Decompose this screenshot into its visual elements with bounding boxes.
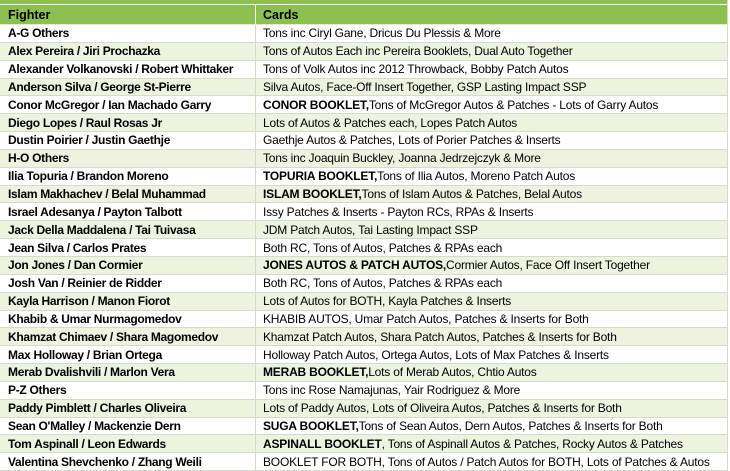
cards-cell[interactable] bbox=[256, 203, 727, 220]
cards-bold-text: SUGA BOOKLET, bbox=[263, 418, 359, 433]
table-row bbox=[0, 168, 727, 186]
cards-cell[interactable] bbox=[256, 382, 727, 399]
cards-text: Tons of Autos Each inc Pereira Booklets, Dual Auto Together bbox=[263, 44, 573, 59]
cards-text: , Tons of Aspinall Autos & Patches, Rocky Autos & Patches bbox=[381, 436, 683, 451]
cards-cell[interactable] bbox=[256, 257, 727, 274]
cards-cell[interactable] bbox=[256, 453, 727, 470]
fighter-cell[interactable]: Jean Silva / Carlos Prates bbox=[0, 239, 256, 256]
cards-text: Gaethje Autos & Patches, Lots of Porier Patches & Inserts bbox=[263, 133, 561, 148]
table-row bbox=[0, 25, 727, 43]
cards-cell[interactable] bbox=[256, 96, 727, 113]
table-row bbox=[0, 418, 727, 436]
fighter-cell[interactable]: Jon Jones / Dan Cormier bbox=[0, 257, 256, 274]
table-row bbox=[0, 203, 727, 221]
table-row bbox=[0, 257, 727, 275]
table-row bbox=[0, 132, 727, 150]
cards-cell[interactable] bbox=[256, 418, 727, 435]
fighter-cell[interactable]: Tom Aspinall / Leon Edwards bbox=[0, 435, 256, 452]
fighter-cell[interactable]: Islam Makhachev / Belal Muhammad bbox=[0, 186, 256, 203]
cards-cell[interactable] bbox=[256, 293, 727, 310]
cards-cell[interactable] bbox=[256, 132, 727, 149]
table-row bbox=[0, 346, 727, 364]
cards-text: Issy Patches & Inserts - Payton RCs, RPAs & Inserts bbox=[263, 204, 534, 219]
table-row bbox=[0, 239, 727, 257]
cards-cell[interactable] bbox=[256, 400, 727, 417]
cards-text: Tons of Islam Autos & Patches, Belal Autos bbox=[361, 187, 582, 202]
cards-cell[interactable] bbox=[256, 435, 727, 452]
cards-text: Tons of Ilia Autos, Moreno Patch Autos bbox=[377, 169, 575, 184]
table-row bbox=[0, 96, 727, 114]
fighter-cell[interactable]: Anderson Silva / George St-Pierre bbox=[0, 79, 256, 96]
fighter-cell[interactable]: Khabib & Umar Nurmagomedov bbox=[0, 311, 256, 328]
fighter-cell[interactable]: P-Z Others bbox=[0, 382, 256, 399]
fighter-cell[interactable]: Conor McGregor / Ian Machado Garry bbox=[0, 96, 256, 113]
cards-cell[interactable] bbox=[256, 25, 727, 42]
fighter-cell[interactable]: Kayla Harrison / Manon Fiorot bbox=[0, 293, 256, 310]
fighter-cell[interactable]: Paddy Pimblett / Charles Oliveira bbox=[0, 400, 256, 417]
column-header-fighter[interactable]: Fighter bbox=[0, 5, 256, 24]
column-header-cards[interactable]: Cards bbox=[263, 7, 299, 22]
fighter-cell[interactable]: Merab Dvalishvili / Marlon Vera bbox=[0, 364, 256, 381]
fighter-cell[interactable]: H-O Others bbox=[0, 150, 256, 167]
cards-text: Lots of Autos for BOTH, Kayla Patches & Inserts bbox=[263, 294, 512, 309]
fighter-cell[interactable]: Max Holloway / Brian Ortega bbox=[0, 346, 256, 363]
cards-text: Khamzat Patch Autos, Shara Patch Autos, Patches & Inserts for Both bbox=[263, 329, 617, 344]
cards-bold-text: TOPURIA BOOKLET, bbox=[263, 169, 378, 184]
cards-text: Silva Autos, Face-Off Insert Together, GSP Lasting Impact SSP bbox=[263, 79, 587, 94]
cards-cell[interactable] bbox=[256, 311, 727, 328]
table-row bbox=[0, 328, 727, 346]
cards-cell[interactable] bbox=[256, 239, 727, 256]
cards-cell[interactable] bbox=[256, 221, 727, 238]
cards-text: Tons inc Joaquin Buckley, Joanna Jedrzejczyk & More bbox=[263, 151, 541, 166]
table-row bbox=[0, 311, 727, 329]
table-row bbox=[0, 364, 727, 382]
fighter-cell[interactable]: Alex Pereira / Jiri Prochazka bbox=[0, 43, 256, 60]
fighter-cell[interactable]: Sean O'Malley / Mackenzie Dern bbox=[0, 418, 256, 435]
table-row bbox=[0, 453, 727, 471]
cards-bold-text: ISLAM BOOKLET, bbox=[263, 187, 362, 202]
cards-cell[interactable] bbox=[256, 328, 727, 345]
fighter-cell[interactable]: Dustin Poirier / Justin Gaethje bbox=[0, 132, 256, 149]
cards-text: Lots of Paddy Autos, Lots of Oliveira Autos, Patches & Inserts for Both bbox=[263, 401, 622, 416]
cards-text: Both RC, Tons of Autos, Patches & RPAs each bbox=[263, 240, 503, 255]
table-row bbox=[0, 293, 727, 311]
table-row bbox=[0, 382, 727, 400]
fighter-cell[interactable]: Josh Van / Reinier de Ridder bbox=[0, 275, 256, 292]
table-body bbox=[0, 25, 727, 471]
cards-text: Tons inc Ciryl Gane, Dricus Du Plessis & More bbox=[263, 26, 501, 41]
table-row bbox=[0, 150, 727, 168]
table-header-row bbox=[0, 5, 727, 25]
fighter-cell[interactable]: A-G Others bbox=[0, 25, 256, 42]
cards-text: Tons inc Rose Namajunas, Yair Rodriguez & More bbox=[263, 383, 521, 398]
cards-cell[interactable] bbox=[256, 150, 727, 167]
cards-text: KHABIB AUTOS, Umar Patch Autos, Patches & Inserts for Both bbox=[263, 311, 589, 326]
cards-cell[interactable] bbox=[256, 43, 727, 60]
fighter-cell[interactable]: Jack Della Maddalena / Tai Tuivasa bbox=[0, 221, 256, 238]
table-row bbox=[0, 79, 727, 97]
cards-text: Tons of Volk Autos inc 2012 Throwback, Bobby Patch Autos bbox=[263, 62, 569, 77]
fighter-cell[interactable]: Khamzat Chimaev / Shara Magomedov bbox=[0, 328, 256, 345]
fighter-cell[interactable]: Ilia Topuria / Brandon Moreno bbox=[0, 168, 256, 185]
cards-bold-text: ASPINALL BOOKLET bbox=[263, 436, 382, 451]
cards-text: Lots of Merab Autos, Chtio Autos bbox=[368, 365, 537, 380]
fighter-cell[interactable]: Israel Adesanya / Payton Talbott bbox=[0, 203, 256, 220]
cards-cell[interactable] bbox=[256, 186, 727, 203]
cards-text: Cormier Autos, Face Off Insert Together bbox=[446, 258, 650, 273]
cards-text: Holloway Patch Autos, Ortega Autos, Lots of Max Patches & Inserts bbox=[263, 347, 609, 362]
fighter-cell[interactable]: Diego Lopes / Raul Rosas Jr bbox=[0, 114, 256, 131]
cards-bold-text: MERAB BOOKLET, bbox=[263, 365, 369, 380]
table-row bbox=[0, 435, 727, 453]
table-row bbox=[0, 43, 727, 61]
table-row bbox=[0, 186, 727, 204]
cards-bold-text: JONES AUTOS & PATCH AUTOS, bbox=[263, 258, 447, 273]
cards-cell[interactable] bbox=[256, 364, 727, 381]
table-row bbox=[0, 114, 727, 132]
cards-cell[interactable] bbox=[256, 168, 727, 185]
cards-cell[interactable] bbox=[256, 114, 727, 131]
cards-text: Tons of Sean Autos, Dern Autos, Patches & Inserts for Both bbox=[358, 418, 663, 433]
table-row bbox=[0, 275, 727, 293]
cards-cell[interactable] bbox=[256, 346, 727, 363]
cards-cell[interactable] bbox=[256, 275, 727, 292]
fighter-cell[interactable]: Alexander Volkanovski / Robert Whittaker bbox=[0, 61, 256, 78]
table-row bbox=[0, 400, 727, 418]
cards-text: Both RC, Tons of Autos, Patches & RPAs each bbox=[263, 276, 503, 291]
cards-cell[interactable] bbox=[256, 79, 727, 96]
fighter-cell[interactable]: Valentina Shevchenko / Zhang Weili bbox=[0, 453, 256, 470]
cards-cell[interactable] bbox=[256, 61, 727, 78]
cards-bold-text: CONOR BOOKLET, bbox=[263, 97, 369, 112]
table-row bbox=[0, 61, 727, 79]
cards-text: Tons of McGregor Autos & Patches - Lots of Garry Autos bbox=[368, 97, 659, 112]
table-row bbox=[0, 221, 727, 239]
cards-text: BOOKLET FOR BOTH, Tons of Autos / Patch Autos for BOTH, Lots of Patches & Autos bbox=[263, 454, 710, 469]
cards-text: JDM Patch Autos, Tai Lasting Impact SSP bbox=[263, 222, 478, 237]
cards-text: Lots of Autos & Patches each, Lopes Patch Autos bbox=[263, 115, 518, 130]
